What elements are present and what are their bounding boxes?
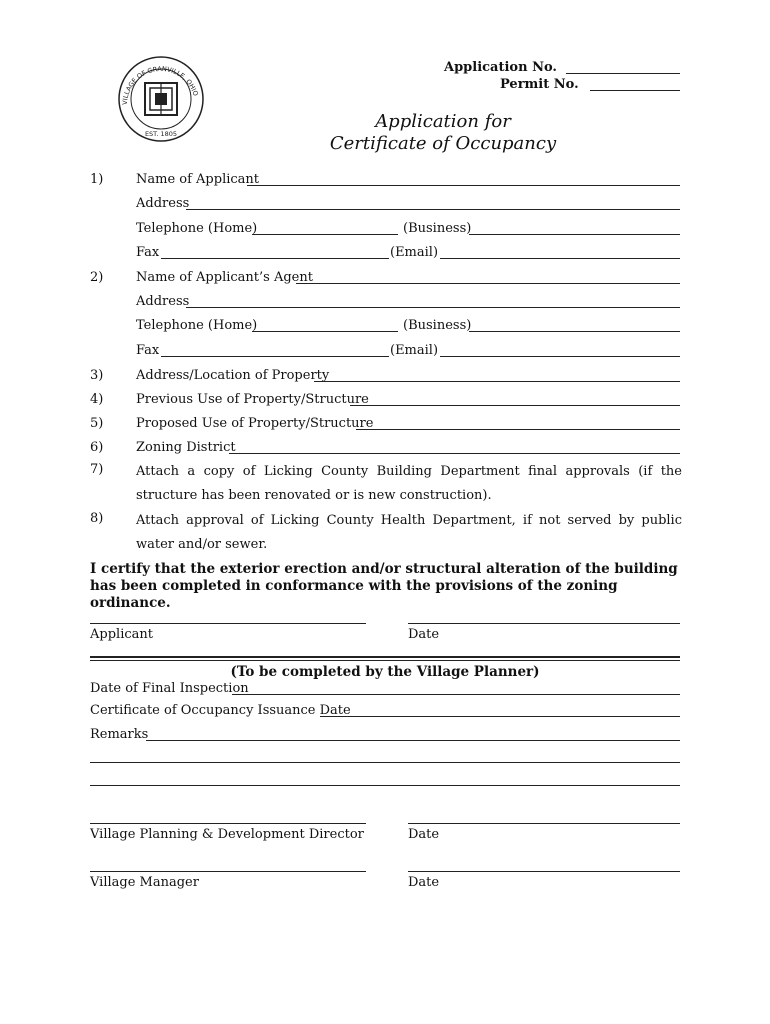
applicant-name-label: Name of Applicant bbox=[136, 172, 260, 187]
applicant-email-input[interactable] bbox=[440, 258, 680, 259]
director-signature-label: Village Planning & Development Director bbox=[90, 827, 364, 842]
form-title-line2: Certificate of Occupancy bbox=[329, 133, 557, 154]
agent-name-label: Name of Applicant’s Agent bbox=[136, 270, 313, 285]
property-address-input[interactable] bbox=[314, 381, 680, 382]
director-signature-line[interactable] bbox=[90, 823, 366, 824]
item-number: 7) bbox=[90, 462, 104, 477]
section-divider bbox=[90, 656, 680, 658]
agent-email-input[interactable] bbox=[440, 356, 680, 357]
certification-statement: I certify that the exterior erection and/or structural alteration of the building has been completed in conformance with the provisions of the zoning ordinance. bbox=[90, 561, 678, 611]
agent-email-label: (Email) bbox=[390, 343, 439, 358]
section-divider bbox=[90, 660, 680, 661]
svg-text:VILLAGE OF GRANVILLE, OHIO: VILLAGE OF GRANVILLE, OHIO bbox=[120, 64, 200, 106]
proposed-use-label: Proposed Use of Property/Structure bbox=[136, 416, 374, 431]
property-address-label: Address/Location of Property bbox=[136, 368, 330, 383]
remarks-input[interactable] bbox=[146, 740, 680, 741]
item-number: 3) bbox=[90, 368, 104, 383]
agent-address-input[interactable] bbox=[186, 307, 680, 308]
manager-date-label: Date bbox=[408, 875, 440, 890]
agent-phone-business-input[interactable] bbox=[469, 331, 680, 332]
agent-name-input[interactable] bbox=[296, 283, 680, 284]
director-date-label: Date bbox=[408, 827, 440, 842]
item-number: 1) bbox=[90, 172, 104, 187]
zoning-district-input[interactable] bbox=[229, 453, 680, 454]
form-title-line1: Application for bbox=[375, 111, 511, 132]
applicant-date-label: Date bbox=[408, 627, 440, 642]
instruction-health-approval: Attach approval of Licking County Health Department, if not served by public water and/or sewer. bbox=[136, 513, 682, 552]
application-no-input[interactable] bbox=[566, 73, 680, 74]
proposed-use-input[interactable] bbox=[356, 429, 680, 430]
item-number: 2) bbox=[90, 270, 104, 285]
issuance-date-input[interactable] bbox=[320, 716, 680, 717]
application-no-label: Application No. bbox=[444, 60, 557, 75]
agent-address-label: Address bbox=[136, 294, 190, 309]
applicant-phone-home-label: Telephone (Home) bbox=[136, 221, 258, 236]
final-inspection-input[interactable] bbox=[232, 694, 680, 695]
permit-no-input[interactable] bbox=[590, 90, 680, 91]
item-number: 5) bbox=[90, 416, 104, 431]
applicant-email-label: (Email) bbox=[390, 245, 439, 260]
manager-signature-line[interactable] bbox=[90, 871, 366, 872]
remarks-line[interactable] bbox=[90, 762, 680, 763]
issuance-date-label: Certificate of Occupancy Issuance Date bbox=[90, 703, 351, 718]
instruction-building-approval: Attach a copy of Licking County Building Department final approvals (if the structure has been renovated or is new construction). bbox=[136, 464, 682, 503]
previous-use-input[interactable] bbox=[350, 405, 680, 406]
applicant-fax-input[interactable] bbox=[161, 258, 389, 259]
applicant-phone-business-input[interactable] bbox=[469, 234, 680, 235]
permit-no-label: Permit No. bbox=[500, 77, 579, 92]
applicant-address-label: Address bbox=[136, 196, 190, 211]
agent-fax-label: Fax bbox=[136, 343, 160, 358]
director-date-line[interactable] bbox=[408, 823, 680, 824]
manager-date-line[interactable] bbox=[408, 871, 680, 872]
applicant-phone-business-label: (Business) bbox=[403, 221, 472, 236]
item-number: 8) bbox=[90, 511, 104, 526]
zoning-district-label: Zoning District bbox=[136, 440, 236, 455]
svg-text:EST. 1805: EST. 1805 bbox=[144, 130, 178, 138]
agent-fax-input[interactable] bbox=[161, 356, 389, 357]
applicant-fax-label: Fax bbox=[136, 245, 160, 260]
applicant-address-input[interactable] bbox=[186, 209, 680, 210]
final-inspection-label: Date of Final Inspection bbox=[90, 681, 249, 696]
item-number: 4) bbox=[90, 392, 104, 407]
planner-section-heading: (To be completed by the Village Planner) bbox=[230, 664, 540, 680]
manager-signature-label: Village Manager bbox=[90, 875, 199, 890]
applicant-name-input[interactable] bbox=[247, 185, 680, 186]
applicant-signature-line[interactable] bbox=[90, 623, 366, 624]
agent-phone-business-label: (Business) bbox=[403, 318, 472, 333]
remarks-line[interactable] bbox=[90, 785, 680, 786]
applicant-signature-label: Applicant bbox=[90, 627, 153, 642]
item-number: 6) bbox=[90, 440, 104, 455]
remarks-label: Remarks bbox=[90, 727, 149, 742]
agent-phone-home-input[interactable] bbox=[252, 331, 398, 332]
applicant-date-line[interactable] bbox=[408, 623, 680, 624]
applicant-phone-home-input[interactable] bbox=[252, 234, 398, 235]
previous-use-label: Previous Use of Property/Structure bbox=[136, 392, 369, 407]
agent-phone-home-label: Telephone (Home) bbox=[136, 318, 258, 333]
